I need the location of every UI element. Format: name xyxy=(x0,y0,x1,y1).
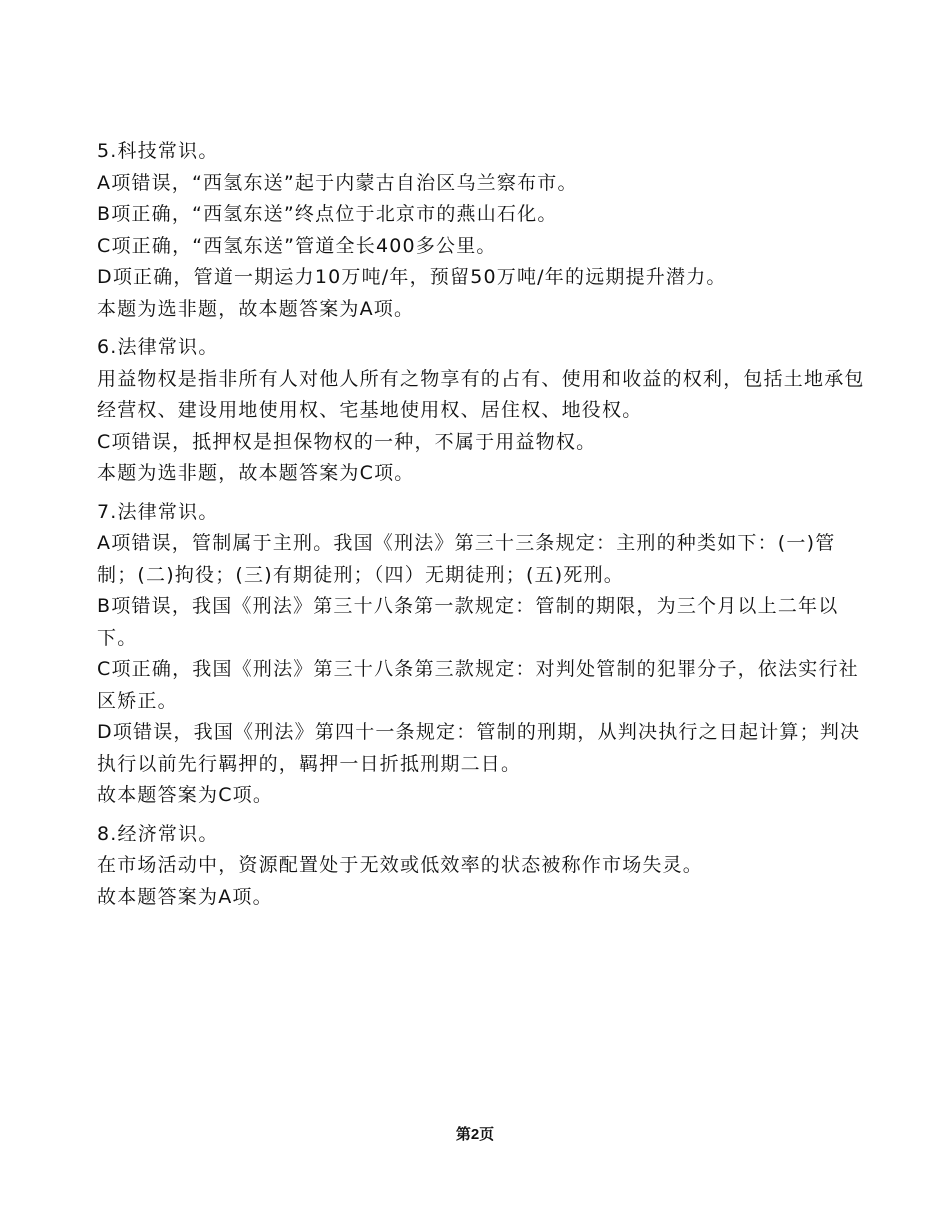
paragraph: C项正确，我国《刑法》第三十八条第三款规定：对判处管制的犯罪分子，依法实行社区矫正。 xyxy=(97,658,859,712)
answer-section-6 xyxy=(97,332,867,490)
paragraph: 在市场活动中，资源配置处于无效或低效率的状态被称作市场失灵。 xyxy=(97,854,704,876)
paragraph: D项正确，管道一期运力10万吨/年，预留50万吨/年的远期提升潜力。 xyxy=(97,266,727,288)
paragraph: B项正确，“西氢东送”终点位于北京市的燕山石化。 xyxy=(97,203,558,225)
answer-section-5 xyxy=(97,136,867,325)
section-heading: 7.法律常识。 xyxy=(97,500,219,523)
paragraph: C项错误，抵押权是担保物权的一种，不属于用益物权。 xyxy=(97,430,597,453)
paragraph: D项错误，我国《刑法》第四十一条规定：管制的刑期，从判决执行之日起计算；判决执行以前先行羁押的，羁押一日折抵刑期二日。 xyxy=(97,721,861,775)
section-heading: 6.法律常识。 xyxy=(97,336,219,358)
answer-section-7 xyxy=(97,497,867,812)
paragraph: 本题为选非题，故本题答案为C项。 xyxy=(97,462,415,484)
section-heading: 5.科技常识。 xyxy=(97,140,219,162)
paragraph: B项错误，我国《刑法》第三十八条第一款规定：管制的期限，为三个月以上二年以下。 xyxy=(97,595,839,649)
page-number: 第2页 xyxy=(455,1126,495,1143)
paragraph: A项错误，管制属于主刑。我国《刑法》第三十三条规定：主刑的种类如下：(一)管制；(二)拘役；(三)有期徒刑；（四）无期徒刑；(五)死刑。 xyxy=(97,532,836,586)
paragraph: 故本题答案为C项。 xyxy=(97,784,274,806)
paragraph: 本题为选非题，故本题答案为A项。 xyxy=(97,297,415,320)
paragraph: 故本题答案为A项。 xyxy=(97,885,273,908)
paragraph: A项错误，“西氢东送”起于内蒙古自治区乌兰察布市。 xyxy=(97,171,578,194)
paragraph: C项正确，“西氢东送”管道全长400多公里。 xyxy=(97,234,497,257)
document-body xyxy=(97,136,867,920)
section-heading: 8.经济常识。 xyxy=(97,822,219,845)
paragraph: 用益物权是指非所有人对他人所有之物享有的占有、使用和收益的权利，包括土地承包经营权、建设用地使用权、宅基地使用权、居住权、地役权。 xyxy=(97,367,865,421)
answer-section-8 xyxy=(97,819,867,914)
